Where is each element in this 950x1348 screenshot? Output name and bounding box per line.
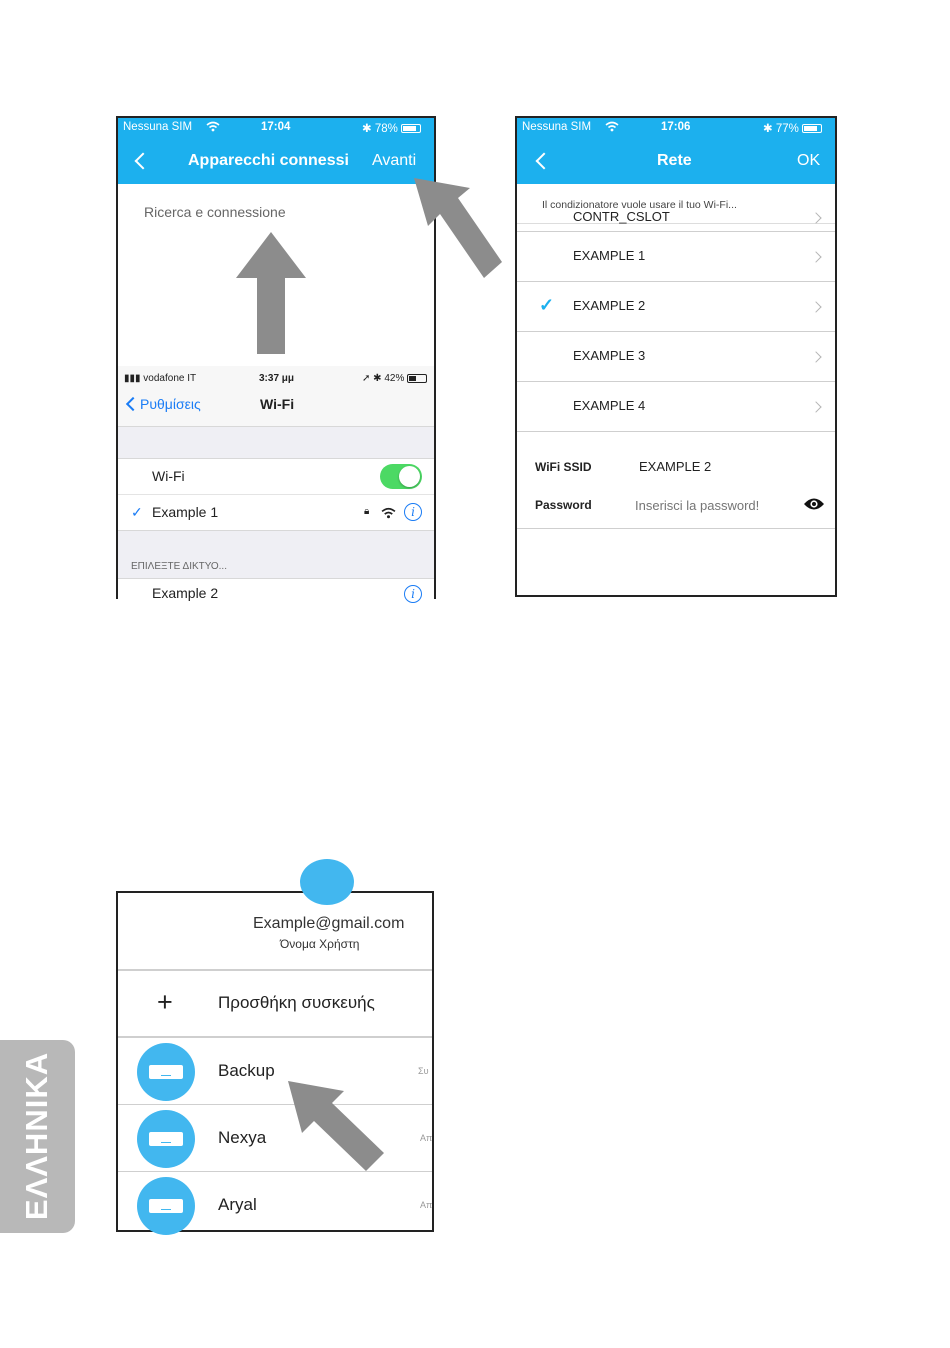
ssid-value: EXAMPLE 2: [639, 459, 712, 474]
up-arrow-annotation: [236, 232, 306, 354]
choose-network-header: [118, 530, 434, 578]
language-side-tab: [0, 1040, 75, 1233]
wifi-toggle-label: Wi-Fi: [152, 468, 185, 484]
battery-icon: [802, 124, 822, 133]
inset-status-carrier: ▮▮▮ vodafone IT: [124, 373, 197, 384]
network-name: EXAMPLE 3: [573, 348, 646, 363]
lock-icon: 🔒︎: [364, 506, 370, 517]
chevron-right-icon: [810, 301, 821, 312]
wifi-settings-inset: [118, 366, 434, 601]
password-label: Password: [535, 498, 592, 512]
device-arrow-annotation: [286, 1079, 388, 1175]
wifi-strength-icon: [381, 506, 396, 524]
device-name: Backup: [218, 1061, 275, 1080]
network-name: EXAMPLE 2: [573, 298, 646, 313]
add-device-row[interactable]: [118, 971, 432, 1038]
language-label: ΕΛΛΗΝΙΚΑ: [19, 1051, 54, 1221]
device-row[interactable]: [118, 1172, 432, 1234]
inset-back-button[interactable]: Ρυθμίσεις: [140, 396, 201, 412]
next-network-row[interactable]: [118, 578, 434, 608]
network-row-selected[interactable]: [517, 282, 835, 332]
avatar: [300, 859, 354, 905]
network-name: CONTR_CSLOT: [573, 209, 670, 224]
form-divider: [517, 528, 835, 529]
inset-battery-icon: [407, 374, 427, 383]
choose-network-label: ΕΠΙΛΕΞΤΕ ΔΙΚΤΥΟ...: [131, 561, 227, 572]
plus-icon: +: [157, 987, 173, 1017]
battery-percent: 77%: [775, 123, 799, 135]
status-battery: ✱ 77%: [763, 121, 822, 135]
connected-network-name: Example 1: [152, 504, 219, 520]
battery-percent: 78%: [374, 123, 398, 135]
inset-status-battery: ➚ ✱ 42%: [362, 373, 427, 384]
inset-title: Wi-Fi: [260, 396, 295, 412]
account-email: Example@gmail.com: [253, 915, 405, 932]
phone-screen-network: [515, 116, 837, 597]
network-row[interactable]: [517, 232, 835, 282]
status-time: 17:06: [661, 121, 691, 133]
wifi-banner-text: Il condizionatore vuole usare il tuo Wi-Fi...: [542, 199, 737, 211]
status-carrier: Nessuna SIM: [123, 121, 193, 133]
back-icon[interactable]: [536, 153, 553, 170]
status-time: 17:04: [261, 121, 291, 133]
wifi-toggle[interactable]: [380, 464, 422, 489]
checkmark-icon: ✓: [131, 504, 143, 520]
inset-status-time: 3:37 μμ: [259, 373, 295, 384]
status-carrier: Nessuna SIM: [522, 121, 592, 133]
device-status: Συ: [418, 1066, 429, 1076]
chevron-right-icon: [810, 401, 821, 412]
air-conditioner-icon: [137, 1177, 195, 1235]
next-network-name: Example 2: [152, 585, 219, 601]
network-info-icon[interactable]: i: [404, 503, 422, 521]
show-password-eye-icon[interactable]: [803, 497, 825, 516]
account-username: Όνομα Χρήστη: [280, 937, 360, 951]
device-name: Aryal: [218, 1195, 257, 1214]
network-list: [517, 209, 835, 446]
air-conditioner-icon: [137, 1110, 195, 1168]
add-device-label: Προσθήκη συσκευής: [218, 993, 375, 1012]
inset-back-chevron-icon[interactable]: [126, 397, 140, 411]
partial-network-row[interactable]: [517, 204, 835, 232]
next-button[interactable]: Avanti: [372, 152, 417, 169]
phone-screen-connected-devices: [116, 116, 436, 599]
ssid-label: WiFi SSID: [535, 460, 592, 474]
network-row[interactable]: [517, 332, 835, 382]
header-bar: [118, 118, 434, 184]
ok-button[interactable]: OK: [797, 152, 821, 169]
diagonal-arrow-annotation: [412, 174, 508, 282]
checkmark-icon: ✓: [539, 295, 555, 315]
password-input[interactable]: [635, 492, 793, 518]
status-battery: ✱ 78%: [362, 121, 421, 135]
phone-screen-device-list: [116, 891, 434, 1232]
header-bar: [517, 118, 835, 184]
page-title: Apparecchi connessi: [188, 152, 349, 169]
chevron-right-icon: [810, 351, 821, 362]
wifi-signal-icon: [605, 121, 619, 135]
connected-network-row[interactable]: [118, 494, 434, 530]
chevron-right-icon: [810, 251, 821, 262]
search-status-text: Ricerca e connessione: [144, 204, 286, 220]
device-status: Απ: [420, 1133, 433, 1143]
chevron-right-icon: [810, 212, 821, 223]
air-conditioner-icon: [137, 1043, 195, 1101]
network-name: EXAMPLE 1: [573, 248, 646, 263]
wifi-toggle-row: [118, 458, 434, 494]
inset-gap: [118, 426, 434, 458]
wifi-signal-icon: [206, 121, 220, 135]
page-title: Rete: [657, 152, 692, 169]
network-row[interactable]: [517, 382, 835, 432]
device-status: Απ: [420, 1200, 433, 1210]
back-icon[interactable]: [135, 153, 152, 170]
next-network-info-icon[interactable]: i: [404, 585, 422, 603]
network-name: EXAMPLE 4: [573, 398, 646, 413]
battery-icon: [401, 124, 421, 133]
device-name: Nexya: [218, 1128, 267, 1147]
